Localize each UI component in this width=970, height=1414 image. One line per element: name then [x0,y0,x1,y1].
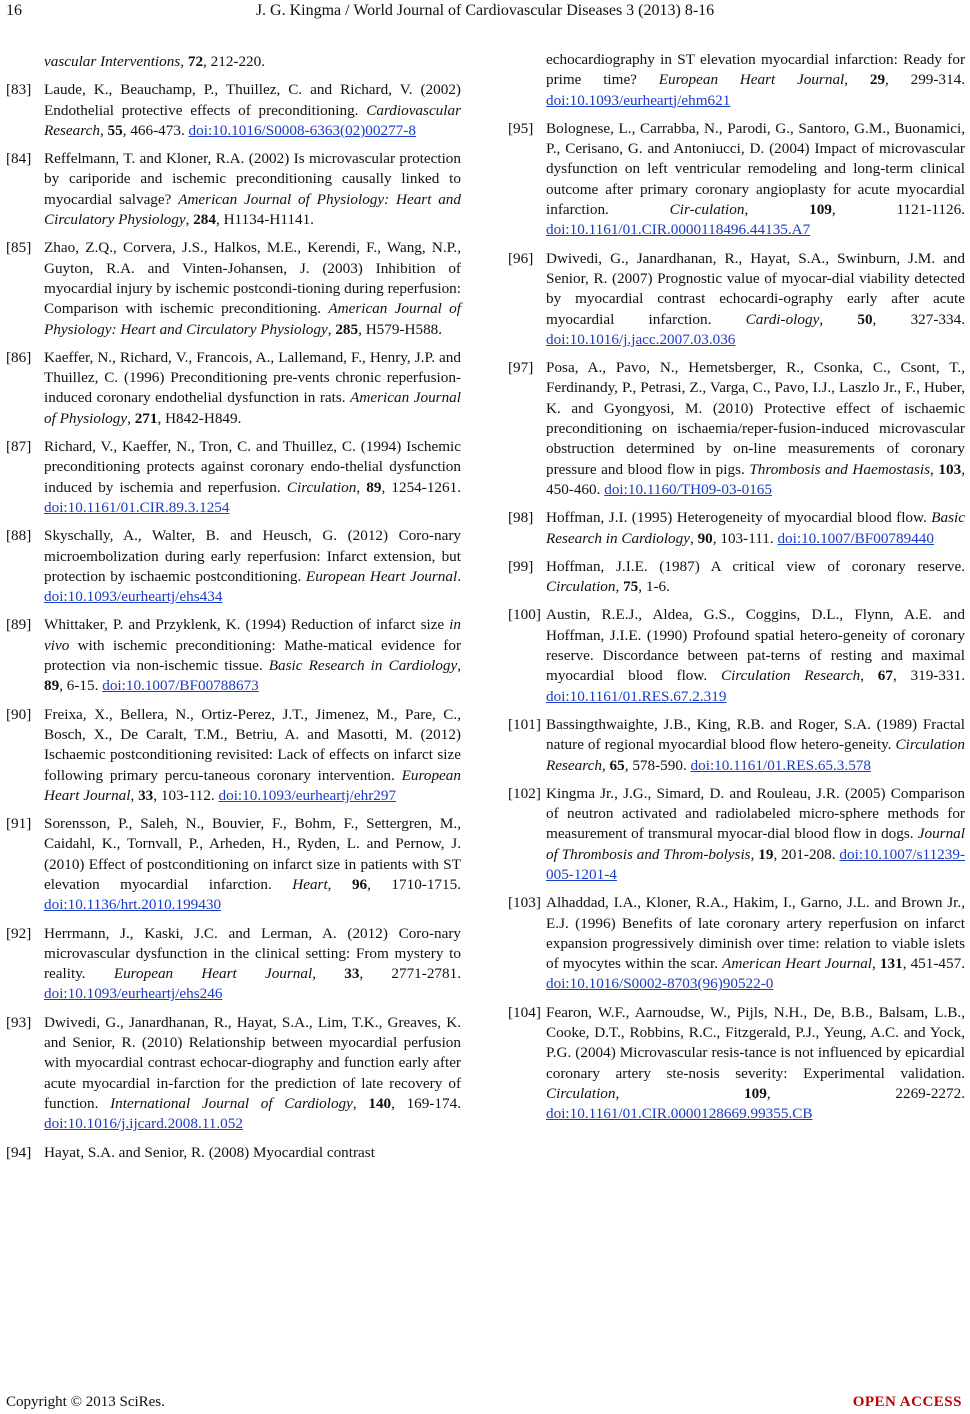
reference-text: echocardiography in ST elevation myocardial infarction: Ready for prime time? [546,51,965,89]
reference-number: [99] [508,557,534,575]
volume: 103 [938,460,962,478]
doi-link[interactable]: doi:10.1016/j.jacc.2007.03.036 [546,330,736,348]
reference-text [44,814,461,915]
separator: , [130,786,139,804]
doi-link[interactable]: doi:10.1093/eurheartj/ehr297 [218,786,397,804]
reference-text [546,508,965,549]
open-access-label: OPEN ACCESS [852,1394,962,1410]
reference-authors-title: Dwivedi, G., Janardhanan, R., Hayat, S.A., Lim, T.K., Greaves, K. and Senior, R. (2010) Relationship between myocardial perfusion with myocardial contrast echocar-diography and function early after acute myocardial in-farction for the prediction of late recovery of function. [44,1013,461,1112]
pages: , 450-460. [546,460,965,498]
separator: , [744,201,810,219]
reference-continuation: echocardiography in ST elevation myocardial infarction: Ready for prime time? European Heart Journal, 29, 299-314. doi:10.1093/eurheartj/ehm621 [546,51,966,109]
reference-text [44,149,461,230]
reference-number: [90] [6,705,32,723]
page-header [0,0,970,30]
reference-authors-title: Laude, K., Beauchamp, P., Thuillez, C. and Richard, V. (2002) Endothelial protective effects of preconditioning. [44,81,461,119]
pages: , 466-473. [122,121,189,139]
journal-name: Circulation Research [720,667,861,685]
doi-link[interactable]: doi:10.1007/s11239-005-1201-4 [546,845,966,883]
journal-name: Circulation [546,1084,616,1102]
separator: , [457,657,462,675]
separator: , [615,1084,745,1102]
reference-number: [100] [508,606,541,624]
reference-number: [92] [6,924,32,942]
pages: , 2269-2272. [766,1084,965,1102]
separator: , [99,121,108,139]
reference-item [6,1143,461,1163]
reference-number: [89] [6,616,32,634]
reference-text [546,784,965,885]
doi-link[interactable]: doi:10.1016/S0008-6363(02)00277-8 [188,121,416,139]
pages: , 2771-2781. [359,965,462,983]
separator: , [127,409,135,427]
reference-item [6,80,461,141]
journal-name: American Heart Journal [722,955,873,973]
volume: 33 [344,965,360,983]
journal-name: Cardi-ology [745,310,820,328]
separator: , [352,1094,369,1112]
separator: , [185,211,194,229]
reference-number: [83] [6,81,32,99]
pages: , 212-220. [203,53,266,70]
reference-list [6,80,461,1163]
reference-number: [87] [6,438,32,456]
pages: , 319-331. [892,667,966,685]
reference-authors-title: Zhao, Z.Q., Corvera, J.S., Halkos, M.E., Kerendi, F., Wang, N.P., Guyton, R.A. and Vinten-Johansen, J. (2003) Inhibition of myocardial injury by ischemic postcondi-tioning during reperfusion: Comparison with ischemic preconditioning. [44,239,461,318]
reference-continuation: vascular Interventions, 72, 212-220. [44,53,266,70]
doi-link[interactable]: doi:10.1161/01.CIR.0000118496.44135.A7 [546,221,811,239]
separator: , [312,965,345,983]
reference-authors-title: Sorensson, P., Saleh, N., Bouvier, F., Bohm, F., Settergren, M., Caidahl, K., Tornvall, P., Arheden, H., Ryden, L. and Pernow, J. (2010) Effect of postconditioning on infarct size in patients with ST elevation myocardial infarction. [44,815,461,893]
reference-number: [104] [508,1003,541,1021]
volume: 284 [193,211,216,229]
doi-link[interactable]: doi:10.1136/hrt.2010.199430 [44,896,222,914]
reference-authors-title: Alhaddad, I.A., Kloner, R.A., Hakim, I., Garno, J.L. and Brown Jr., E.J. (1996) Benefits of late coronary artery reperfusion on infarct expansion progressively diminish over time: relation to viable islets of myocytes within the scar. [546,894,965,973]
pages: , 299-314. [885,71,966,89]
journal-name: Circulation [546,578,616,596]
reference-item [508,784,965,885]
pages: , 578-590. [624,756,691,774]
copyright-notice: Copyright © 2013 SciRes. [6,1394,165,1410]
reference-item [6,238,461,339]
reference-list [508,119,965,1125]
reference-authors-title: Skyschally, A., Walter, B. and Heusch, G. (2012) Coro-nary microembolization during early reperfusion: Infarct extension, but protection by ischaemic postconditioning. [44,527,461,585]
journal-name: Circulation [286,478,357,496]
reference-number: [94] [6,1143,32,1161]
doi-link[interactable]: doi:10.1093/eurheartj/ehs434 [44,588,223,606]
journal-name: Journal of Thrombosis and Throm-bolysis [546,825,965,863]
pages: , 169-174. [391,1094,461,1112]
pages: , 103-112. [153,786,219,804]
reference-text [44,526,461,607]
doi-link[interactable]: doi:10.1160/TH09-03-0165 [604,480,772,498]
pages: , 1-6. [638,578,670,596]
separator: , [930,460,939,478]
reference-item [508,119,965,241]
reference-item [6,1013,461,1135]
reference-number: [103] [508,894,541,912]
pages: , 201-208. [773,845,840,863]
reference-item [6,149,461,230]
reference-authors-title: Kingma Jr., J.G., Simard, D. and Rouleau, J.R. (2005) Comparison of neutron activated and radiolabeled micro-sphere methods for measurement of transmural myocar-dial blood flow in dogs. [546,784,965,843]
volume: 19 [758,845,774,863]
journal-name: Basic Research in Cardiology [546,509,965,547]
volume: 72 [187,53,204,70]
pages: , H842-H849. [157,409,242,427]
reference-item [508,1003,965,1125]
reference-item [508,508,965,549]
reference-text [44,924,461,1005]
reference-authors-title: Kaeffer, N., Richard, V., Francois, A., Lallemand, F., Henry, J.P. and Thuillez, C. (1996) Preconditioning pre-vents chronic reperfusion-induced coronary endothelial dysfunction in rats. [44,348,461,407]
volume: 109 [744,1084,767,1102]
reference-item [6,526,461,607]
separator: , [860,667,878,685]
volume: 271 [134,409,158,427]
left-column [6,52,461,1171]
reference-authors-title: Richard, V., Kaeffer, N., Tron, C. and Thuillez, C. (1994) Ischemic preconditioning protects against coronary endo-thelial dysfunction induced by ischemia and reperfusion. [44,438,461,496]
reference-item [6,437,461,518]
journal-name: Circulation Research [546,736,965,774]
volume: 96 [351,875,368,893]
reference-text [44,437,461,518]
reference-text [546,249,965,350]
volume: 33 [138,786,154,804]
volume: 285 [335,320,359,338]
reference-title-cont: with ischemic preconditioning: Mathe-matical evidence for protection via non-ischemic tissue. [44,636,461,675]
pages: , 1254-1261. [381,478,461,496]
reference-authors-title: Herrmann, J., Kaski, J.C. and Lerman, A. (2012) Coro-nary microvascular dysfunction in the clinical setting: From mystery to reality. [44,924,461,983]
reference-number: [102] [508,784,541,802]
reference-authors-title: Posa, A., Pavo, N., Hemetsberger, R., Csonka, C., Csont, T., Ferdinandy, P., Petrasi, Z., Varga, C., Pavo, I.J., Laszlo Jr., F., Huber, K. and Gyongyosi, M. (2010) Protective effect of ischaemic preconditioning on ischaemia/reper-fusion-induced microvascular obstruction determined by on-line measurements of coronary pressure and blood flow in pigs. [546,359,965,478]
pages: , 103-111. [712,529,778,547]
volume: 140 [368,1094,392,1112]
reference-number: [93] [6,1013,32,1031]
journal-name: Cir-culation [669,201,745,219]
separator: , [750,845,759,863]
journal-name: European Heart Journal [305,567,458,585]
reference-item [508,358,965,500]
doi-link[interactable]: doi:10.1093/eurheartj/ehs246 [44,985,223,1003]
doi-link[interactable]: doi:10.1007/BF00788673 [102,677,259,695]
journal-name: Cardiovascular Research [44,101,461,139]
volume: 89 [366,478,382,496]
journal-name: vascular Interventions [44,53,181,70]
pages: , 1710-1715. [367,875,462,893]
italic-term: in vivo [44,616,461,654]
reference-number: [85] [6,239,32,257]
doi-link[interactable]: doi:10.1161/01.CIR.89.3.1254 [44,498,230,516]
separator: , [356,478,367,496]
reference-text [44,1013,461,1135]
separator: , [327,875,352,893]
volume: 55 [107,121,123,139]
reference-item [508,249,965,350]
reference-text [44,615,461,696]
journal-name: Heart [292,875,328,893]
separator: , [689,529,698,547]
right-column [508,50,965,1133]
reference-text [546,893,965,994]
volume: 89 [44,677,60,695]
reference-item [6,705,461,806]
separator: , [327,320,336,338]
reference-number: [95] [508,119,534,137]
reference-item [6,924,461,1005]
pages: , 6-15. [59,677,103,695]
volume: 109 [809,201,832,219]
reference-item [6,814,461,915]
reference-authors-title: Bassingthwaighte, J.B., King, R.B. and Roger, S.A. (1989) Fractal nature of regional myocardial blood flow hetero-geneity. [546,715,965,754]
reference-number: [84] [6,150,32,168]
reference-number: [91] [6,815,32,833]
pages: , 451-457. [902,955,966,973]
reference-number: [98] [508,509,534,527]
reference-text [546,557,965,598]
reference-text [44,80,461,141]
journal-name: European Heart Journal [113,965,313,983]
reference-number: [96] [508,249,534,267]
journal-name: Thrombosis and Haemostasis [749,460,931,478]
reference-number: [97] [508,359,534,377]
pages: , 327-334. [872,310,965,328]
volume: 50 [857,310,873,328]
page-number: 16 [6,2,22,19]
doi-link[interactable]: doi:10.1161/01.CIR.0000128669.99355.CB [546,1105,813,1123]
reference-item [508,715,965,776]
volume: 90 [697,529,713,547]
reference-text [546,358,965,500]
reference-text [546,605,965,706]
reference-text [546,715,965,776]
reference-authors-title: Austin, R.E.J., Aldea, G.S., Coggins, D.L., Flynn, A.E. and Hoffman, J.I.E. (1990) Profound spatial hetero-geneity of coronary reserve. Discordance between pat-terns of resting and maximal myocardial blood flow. [546,606,965,685]
separator: , [601,756,610,774]
separator: . [457,567,462,585]
reference-authors-title: Whittaker, P. and Przyklenk, K. (1994) Reduction of infarct size [44,616,450,634]
journal-name: Basic Research in Cardiology [268,657,458,675]
reference-text [44,238,461,339]
running-title: J. G. Kingma / World Journal of Cardiovascular Diseases 3 (2013) 8-16 [255,2,715,19]
doi-link[interactable]: doi:10.1016/S0002-8703(96)90522-0 [546,975,774,993]
reference-item [508,893,965,994]
separator: , [615,578,624,596]
reference-text [44,1143,461,1163]
journal-name: American Journal of Physiology [44,389,461,427]
volume: 65 [609,756,625,774]
reference-text [546,119,965,241]
journal-name: American Journal of Physiology: Heart and Circulatory Physiology [44,190,461,229]
reference-authors-title: Hayat, S.A. and Senior, R. (2008) Myocardial contrast [44,1143,375,1161]
reference-item [508,557,965,598]
reference-authors-title: Dwivedi, G., Janardhanan, R., Hayat, S.A., Swinburn, J.M. and Senior, R. (2007) Prognostic value of myocar-dial viability detected by myocardial contrast echocardi-ography early after acute myocardial infarction. [546,249,965,328]
reference-text [44,348,461,429]
pages: , H1134-H1141. [215,211,314,229]
journal-name: International Journal of Cardiology [110,1094,353,1112]
journal-name: American Journal of Physiology: Heart and Circulatory Physiology [44,300,461,338]
reference-authors-title: Hoffman, J.I.E. (1987) A critical view of coronary reserve. [546,557,965,575]
doi-link[interactable]: doi:10.1093/eurheartj/ehm621 [546,91,731,109]
doi-link[interactable]: doi:10.1161/01.RES.65.3.578 [690,756,871,774]
reference-authors-title: Freixa, X., Bellera, N., Ortiz-Perez, J.T., Jimenez, M., Pare, C., Bosch, X., De Caralt, T.M., Betriu, A. and Masotti, M. (2012) Ischaemic postconditioning revisited: Lack of effects on infarct size following primary percu-taneous coronary intervention. [44,705,461,784]
reference-number: [101] [508,715,541,733]
reference-authors-title: Reffelmann, T. and Kloner, R.A. (2002) Is microvascular protection by cariporide and ischemic preconditioning causally linked to myocardial salvage? [44,150,461,208]
separator: , [872,955,880,973]
reference-text [546,1003,965,1125]
doi-link[interactable]: doi:10.1161/01.RES.67.2.319 [546,687,727,705]
pages: , H579-H588. [358,320,443,338]
reference-item [6,348,461,429]
volume: 29 [869,71,886,89]
reference-item [508,605,965,706]
journal-name: European Heart Journal [658,71,845,89]
reference-authors-title: Fearon, W.F., Aarnoudse, W., Pijls, N.H., De, B.B., Balsam, L.B., Cooke, D.T., Robbins, R.C., Fitzgerald, P.J., Yeung, A.C. and Yock, P.G. (2004) Microvascular resis-tance is not influenced by epicardial coronary artery ste-nosis severity: Experimental validation. [546,1003,965,1082]
volume: 75 [623,578,639,596]
volume: 67 [877,667,893,685]
reference-text [44,705,461,806]
reference-number: [86] [6,348,32,366]
pages: , 1121-1126. [831,201,965,219]
reference-authors-title: Hoffman, J.I. (1995) Heterogeneity of myocardial blood flow. [546,509,932,527]
doi-link[interactable]: doi:10.1016/j.ijcard.2008.11.052 [44,1115,243,1133]
volume: 131 [879,955,903,973]
reference-authors-title: Bolognese, L., Carrabba, N., Parodi, G., Santoro, G.M., Buonamici, P., Cerisano, G. and Antoniucci, D. (2004) Impact of microvascular dysfunction on left ventricular remodeling and long-term clinical outcome after primary coronary angioplasty for acute myocardial infarction. [546,119,965,219]
reference-item [6,615,461,696]
journal-name: European Heart Journal [44,766,461,804]
reference-number: [88] [6,527,32,545]
doi-link[interactable]: doi:10.1007/BF00789440 [777,529,934,547]
separator: , [819,310,858,328]
